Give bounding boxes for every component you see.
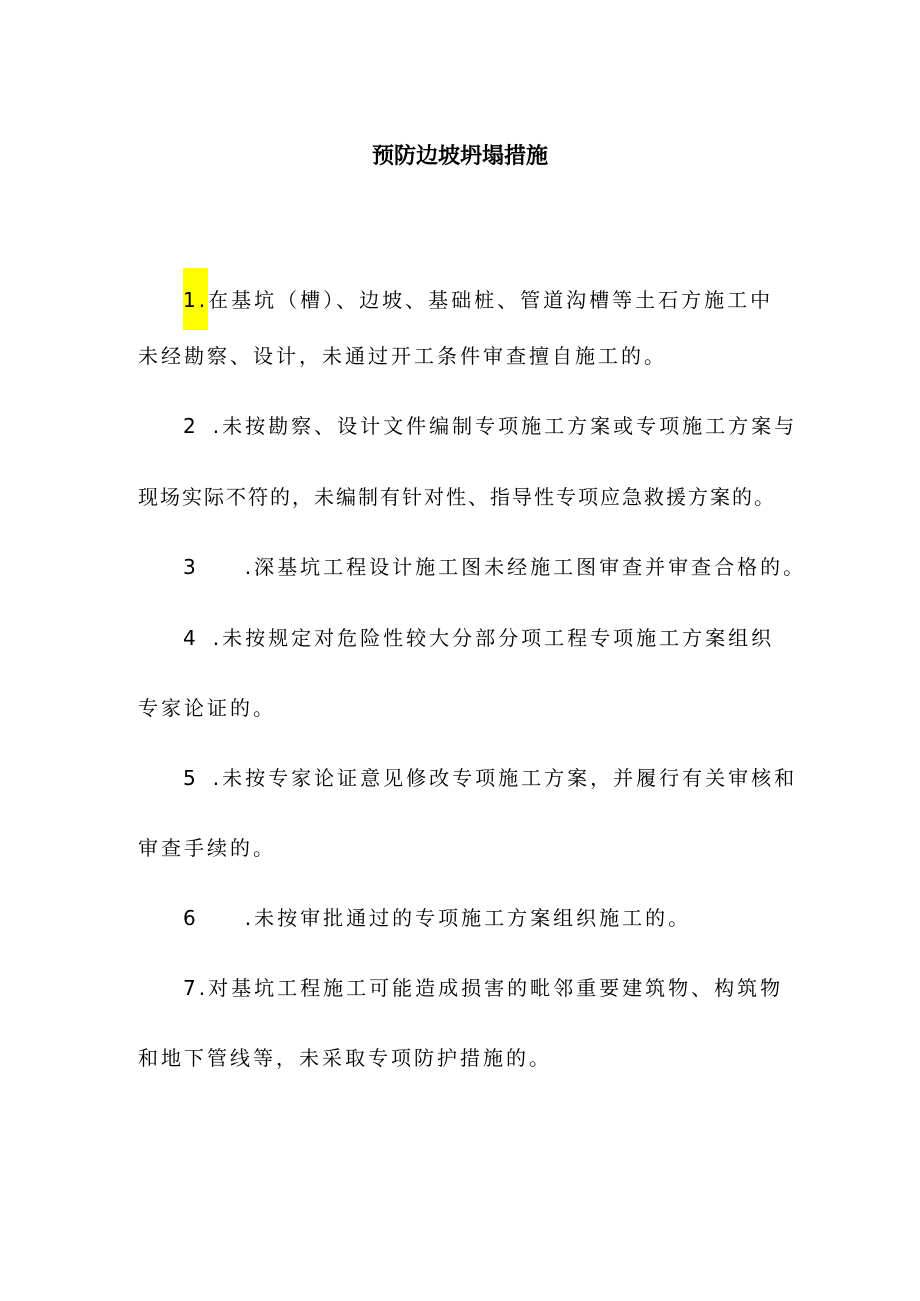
item-1-line-1 bbox=[183, 268, 773, 330]
item-5-text-1: .未按专家论证意见修改专项施工方案，并履行有关审核和 bbox=[212, 766, 798, 790]
item-3-number: 3 bbox=[183, 555, 199, 579]
item-3-text-1: .深基坑工程设计施工图未经施工图审查并审查合格的。 bbox=[244, 555, 807, 579]
item-5-line-2 bbox=[138, 830, 276, 866]
document-title: 预防边坡坍塌措施 bbox=[371, 144, 548, 169]
item-6-text-1: .未按审批通过的专项施工方案组织施工的。 bbox=[244, 906, 692, 930]
item-4-line-1 bbox=[183, 620, 774, 656]
item-5-line-1 bbox=[183, 760, 797, 796]
item-5-text-2: 审查手续的。 bbox=[138, 836, 276, 860]
item-3-line-1 bbox=[183, 549, 806, 585]
item-1-text-2: 未经勘察、设计，未通过开工条件审查擅自施工的。 bbox=[138, 344, 667, 368]
item-7-line-1 bbox=[183, 970, 783, 1006]
item-4-text-1: .未按规定对危险性较大分部分项工程专项施工方案组织 bbox=[212, 626, 775, 650]
item-6-number: 6 bbox=[183, 906, 199, 930]
item-6-line-1 bbox=[183, 900, 691, 936]
item-1-number: 1. bbox=[183, 268, 208, 330]
item-1-text-1: 在基坑（槽）、边坡、基础桩、管道沟槽等土石方施工中 bbox=[208, 288, 774, 312]
item-7-number: 7. bbox=[183, 976, 209, 1000]
item-5-number: 5 bbox=[183, 766, 199, 790]
item-2-line-1 bbox=[183, 408, 797, 444]
item-7-text-1: 对基坑工程施工可能造成损害的毗邻重要建筑物、构筑物 bbox=[208, 976, 784, 1000]
item-2-text-2: 现场实际不符的，未编制有针对性、指导性专项应急救援方案的。 bbox=[138, 485, 776, 509]
item-4-line-2 bbox=[138, 690, 276, 726]
item-1-line-2 bbox=[138, 338, 667, 374]
item-7-text-2: 和地下管线等，未采取专项防护措施的。 bbox=[138, 1046, 552, 1070]
item-4-number: 4 bbox=[183, 626, 199, 650]
item-2-text-1: .未按勘察、设计文件编制专项施工方案或专项施工方案与 bbox=[212, 414, 798, 438]
item-4-text-2: 专家论证的。 bbox=[138, 696, 276, 720]
item-2-line-2 bbox=[138, 479, 776, 515]
item-2-number: 2 bbox=[183, 414, 199, 438]
item-7-line-2 bbox=[138, 1040, 552, 1076]
